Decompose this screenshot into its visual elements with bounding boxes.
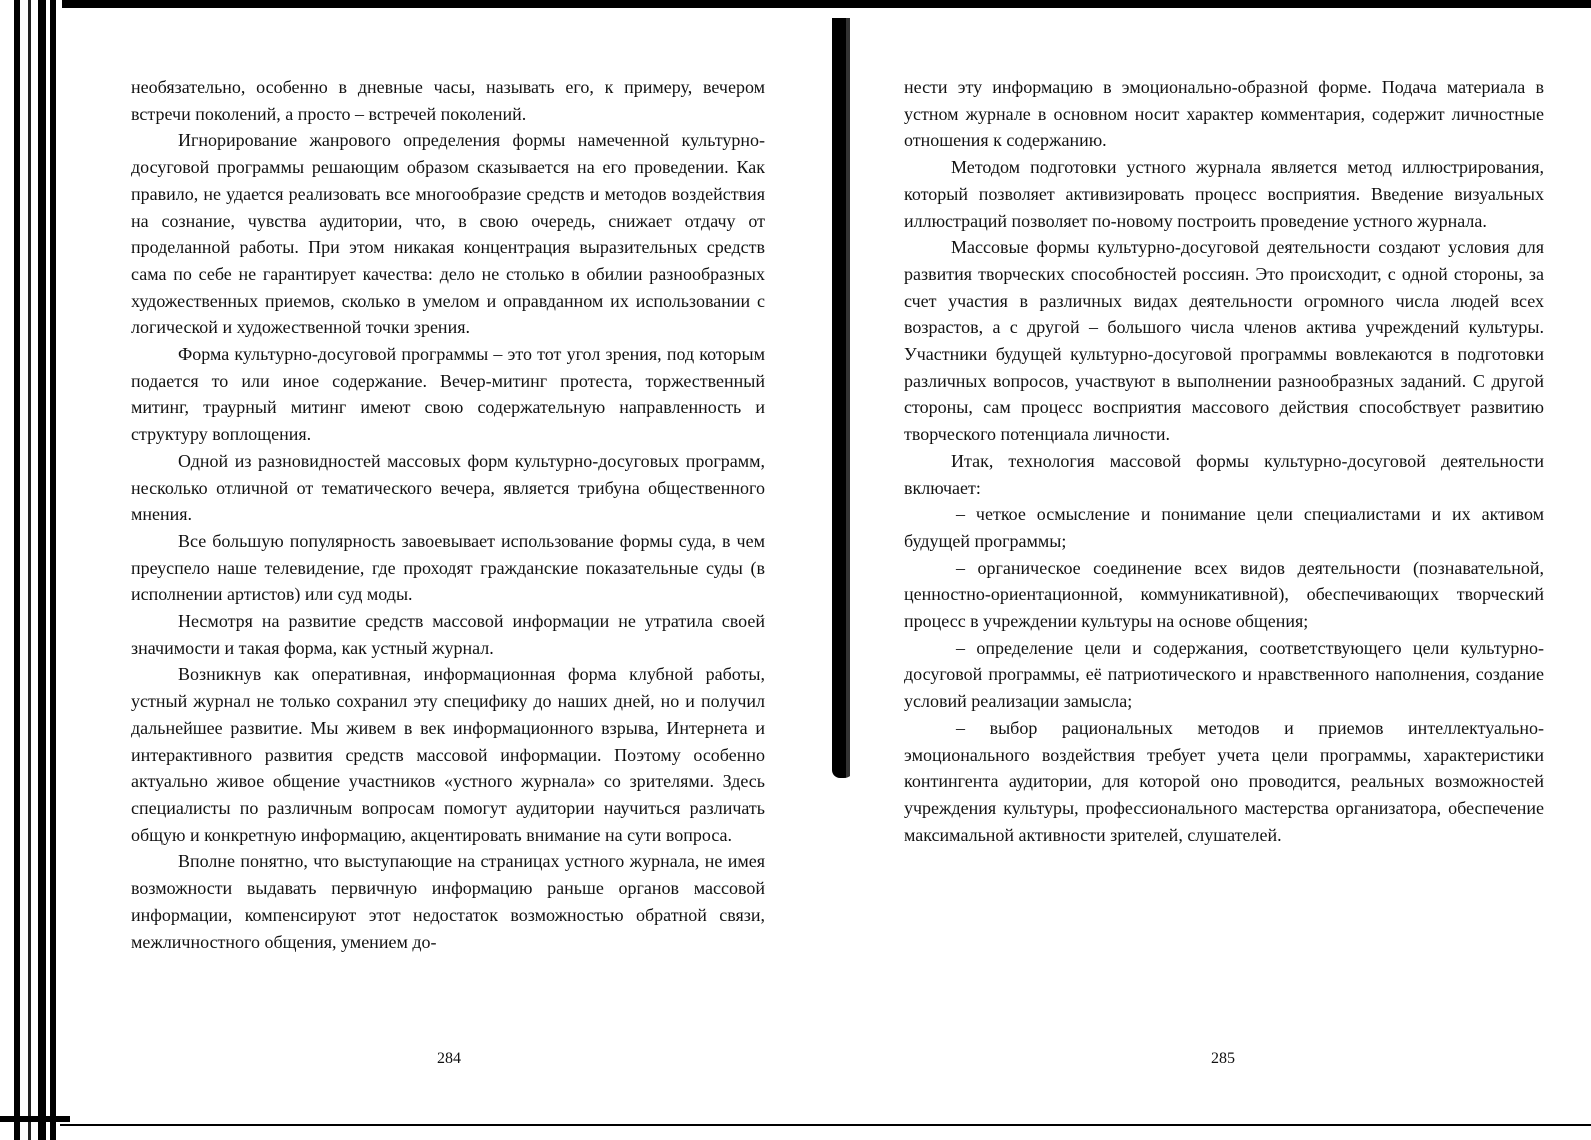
right-paragraph-2: Методом подготовки устного журнала является метод иллюстрирования, который позволяет активизировать процесс восприятия. Введение визуальных иллюстраций позволяет по-новому построить проведение устного журнала. (904, 157, 1544, 231)
right-page-number: 285 (1211, 1050, 1235, 1067)
book-gutter-shadow (832, 18, 854, 778)
left-paragraph-5: Все большую популярность завоевывает использование формы суда, в чем преуспело наше телевидение, где проходят гражданские показательные суды (в исполнении артистов) или суд моды. (131, 530, 765, 605)
scan-left-edge-bottom (0, 1116, 70, 1122)
right-list-item-1: – четкое осмысление и понимание цели специалистами и их активом будущей программы; (904, 504, 1544, 551)
right-list-item-2: – органическое соединение всех видов деятельности (познавательной, ценностно-ориентационной, коммуникативной), обеспечивающих творческий процесс в учреждении культуры на основе общения; (904, 557, 1544, 632)
scan-left-edge (0, 0, 62, 1140)
left-paragraph-2: Игнорирование жанрового определения формы намеченной культурно-досуговой программы решающим образом сказывается на его проведении. Как правило, не удается реализовать все многообразие средств и методов воздействия на сознание, чувства аудитории, что, в свою очередь, снижает отдачу от проделанной работы. При этом никакая концентрация выразительных средств сама по себе не гарантирует качества: дело не столько в обилии разнообразных художественных приемов, сколько в умелом и оправданном их использовании с логической и художественной точки зрения. (131, 130, 765, 338)
left-paragraph-6: Несмотря на развитие средств массовой информации не утратила своей значимости и такая форма, как устный журнал. (131, 611, 765, 658)
right-paragraph-1: нести эту информацию в эмоционально-образной форме. Подача материала в устном журнале в основном носит характер комментария, содержит личностные отношения к содержанию. (904, 77, 1544, 151)
right-paragraph-3: Массовые формы культурно-досуговой деятельности создают условия для развития творческих способностей россиян. Это происходит, с одной стороны, за счет участия в различных видах деятельности огромного числа людей всех возрастов, а с другой – большого числа членов актива учреждений культуры. Участники будущей культурно-досуговой программы вовлекаются в подготовки различных вопросов, участвуют в выполнении разнообразных заданий. С другой стороны, сам процесс восприятия массового действия способствует развитию творческого потенциала личности. (904, 237, 1544, 445)
left-page-number: 284 (437, 1050, 461, 1067)
scan-top-border (0, 0, 1591, 8)
scan-bottom-line (60, 1124, 1591, 1126)
right-page-text (904, 74, 1544, 848)
left-paragraph-7: Возникнув как оперативная, информационная форма клубной работы, устный журнал не только сохранил эту специфику до наших дней, но и получил дальнейшее развитие. Мы живем в век информационного взрыва, Интернета и интерактивного развития средств массовой информации. Поэтому особенно актуально живое общение участников «устного журнала» со зрителями. Здесь специалисты по различным вопросам помогут аудитории научиться различать общую и конкретную информацию, акцентировать внимание на сути вопроса. (131, 664, 765, 845)
right-list-item-4: – выбор рациональных методов и приемов интеллектуально-эмоционального воздействия требует учета цели программы, характеристики контингента аудитории, для которой оно проводится, реальных возможностей учреждения культуры, профессионального мастерства организатора, обеспечение максимальной активности зрителей, слушателей. (904, 717, 1544, 845)
left-paragraph-8: Вполне понятно, что выступающие на страницах устного журнала, не имея возможности выдавать первичную информацию раньше органов массовой информации, компенсируют этот недостаток возможностью обратной связи, межличностного общения, умением до- (131, 851, 765, 952)
right-list-item-3: – определение цели и содержания, соответствующего цели культурно-досуговой программы, её патриотического и нравственного наполнения, создание условий реализации замысла; (904, 637, 1544, 712)
right-paragraph-4: Итак, технология массовой формы культурно-досуговой деятельности включает: (904, 450, 1544, 498)
left-paragraph-3: Форма культурно-досуговой программы – это тот угол зрения, под которым подается то или иное содержание. Вечер-митинг протеста, торжественный митинг, траурный митинг имеют свою содержательную направленность и структуру воплощения. (131, 344, 765, 445)
left-paragraph-4: Одной из разновидностей массовых форм культурно-досуговых программ, несколько отличной от тематического вечера, является трибуна общественного мнения. (131, 450, 765, 525)
left-paragraph-1: необязательно, особенно в дневные часы, называть его, к примеру, вечером встречи поколений, а просто – встречей поколений. (131, 77, 765, 124)
left-page-text (131, 74, 765, 955)
